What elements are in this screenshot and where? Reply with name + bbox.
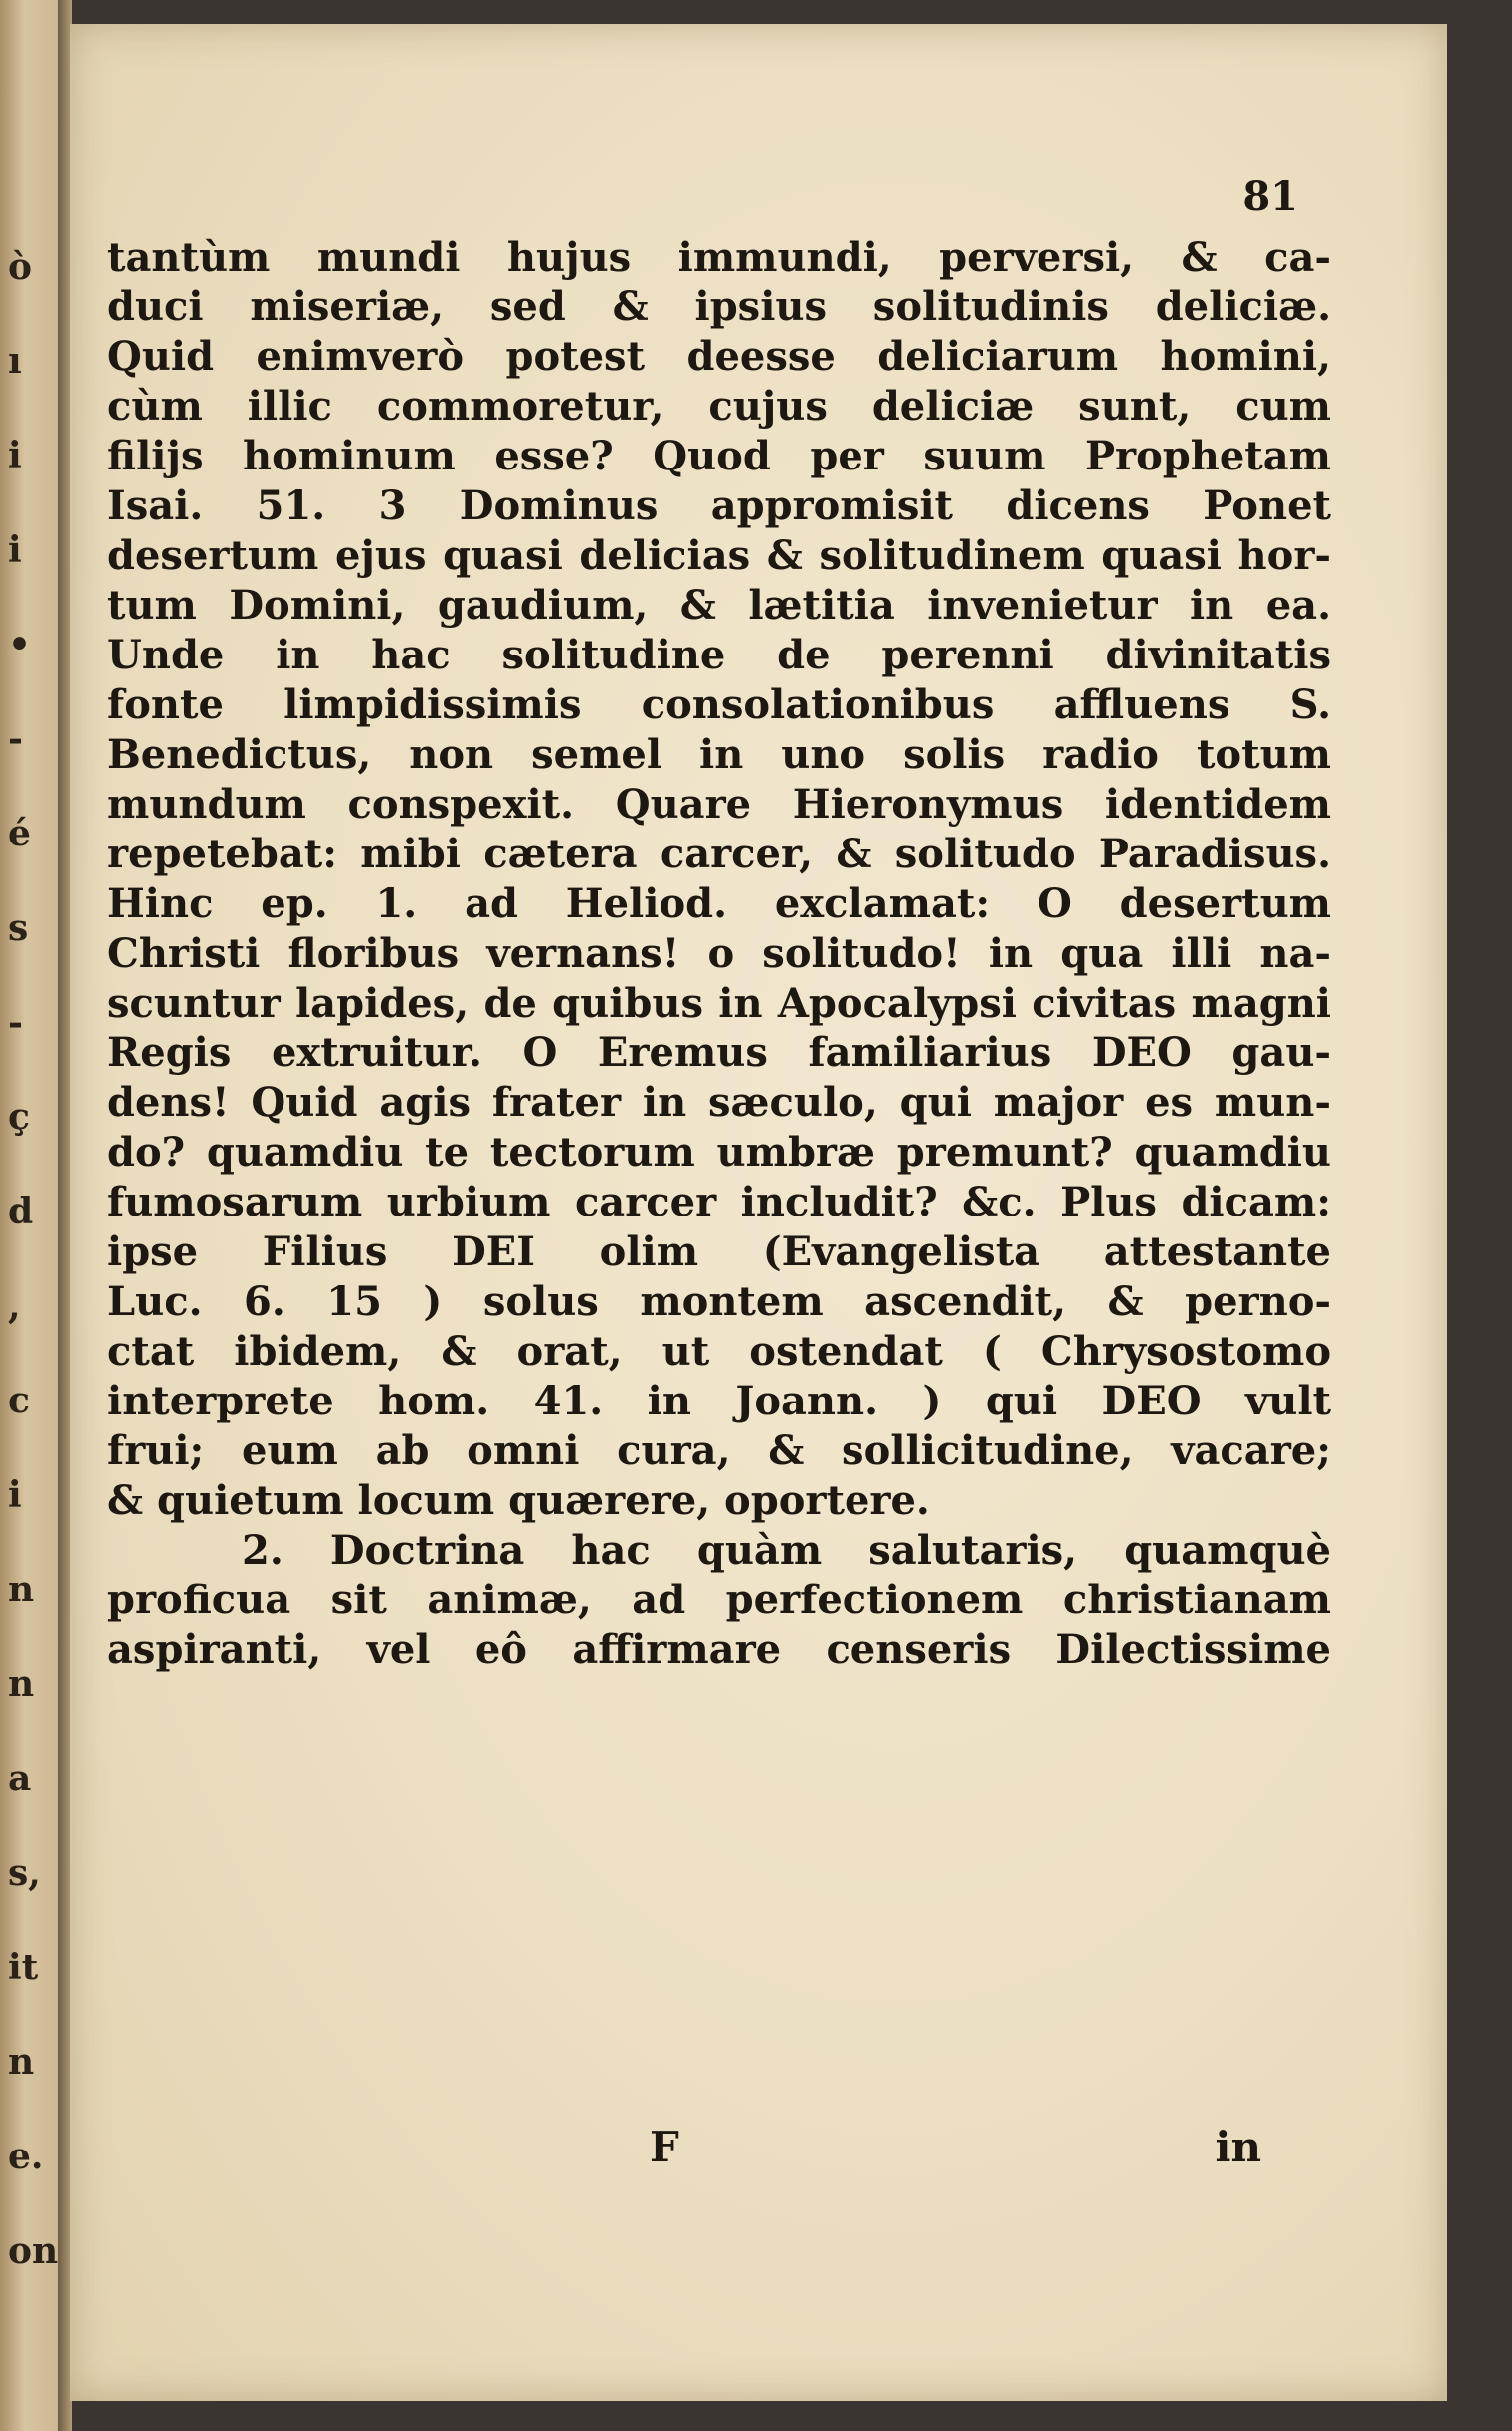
text-line: aspiranti, vel eô affirmare censeris Dilectissime: [107, 1626, 1331, 1673]
text-line: dens! Quid agis frater in sæculo, qui major es mun-: [107, 1079, 1331, 1126]
text-line: filijs hominum esse? Quod per suum Prophetam: [107, 433, 1331, 479]
facing-page-fragment: s: [8, 907, 29, 949]
text-line: interprete hom. 41. in Joann. ) qui DEO vult: [107, 1378, 1331, 1424]
text-line: Isai. 51. 3 Dominus appromisit dicens Ponet: [107, 482, 1331, 529]
text-line: fonte limpidissimis consolationibus affluens S.: [107, 681, 1331, 728]
facing-page-fragment: n: [8, 1663, 35, 1705]
text-line: do? quamdiu te tectorum umbræ premunt? quamdiu: [107, 1129, 1331, 1176]
text-line: duci miseriæ, sed & ipsius solitudinis deliciæ.: [107, 283, 1331, 330]
facing-page-fragment: c: [8, 1380, 30, 1421]
text-line: fumosarum urbium carcer includit? &c. Plus dicam:: [107, 1179, 1331, 1225]
book-page: [70, 24, 1447, 2401]
text-line: mundum conspexit. Quare Hieronymus identidem: [107, 781, 1331, 828]
facing-page-fragment: •: [8, 624, 32, 665]
text-line: Christi floribus vernans! o solitudo! in qua illi na-: [107, 930, 1331, 977]
text-line: Luc. 6. 15 ) solus montem ascendit, & perno-: [107, 1278, 1331, 1325]
facing-page-fragment: s,: [8, 1852, 41, 1894]
footer-catchline: [107, 2123, 1331, 2178]
facing-page-fragment: ç: [8, 1096, 30, 1138]
text-line: frui; eum ab omni cura, & sollicitudine, vacare;: [107, 1427, 1331, 1474]
text-line: repetebat: mibi cætera carcer, & solitudo Paradisus.: [107, 831, 1331, 877]
text-line: Hinc ep. 1. ad Heliod. exclamat: O desertum: [107, 880, 1331, 927]
facing-page-fragment: n: [8, 1569, 35, 1610]
facing-page-fragment: -: [8, 718, 23, 760]
facing-page-fragment: ò: [8, 246, 33, 287]
facing-page-fragment: it: [8, 1947, 39, 1988]
facing-page-fragment: n: [8, 2041, 35, 2083]
text-line: ipse Filius DEI olim (Evangelista attestante: [107, 1228, 1331, 1275]
text-line: Quid enimverò potest deesse deliciarum homini,: [107, 333, 1331, 380]
page-number: 81: [1242, 173, 1298, 220]
signature-mark: F: [650, 2123, 679, 2171]
facing-page-fragment: on: [8, 2230, 59, 2272]
paragraph-start-line: 2. Doctrina hac quàm salutaris, quamquè: [242, 1527, 1331, 1574]
facing-page-fragment: e.: [8, 2136, 44, 2177]
facing-page-fragments: [0, 0, 62, 2431]
text-line: ctat ibidem, & orat, ut ostendat ( Chrysostomo: [107, 1328, 1331, 1375]
text-line: Benedictus, non semel in uno solis radio totum: [107, 731, 1331, 778]
text-line: desertum ejus quasi delicias & solitudinem quasi hor-: [107, 532, 1331, 579]
facing-page-fragment: ı: [8, 340, 22, 382]
text-line: & quietum locum quærere, oportere.: [107, 1477, 930, 1524]
facing-page-fragment: ,: [8, 1285, 21, 1327]
facing-page-fragment: i: [8, 435, 22, 476]
text-line: cùm illic commoretur, cujus deliciæ sunt, cum: [107, 383, 1331, 430]
text-line: Regis extruitur. O Eremus familiarius DEO gau-: [107, 1029, 1331, 1076]
facing-page-fragment: -: [8, 1002, 23, 1043]
text-line: scuntur lapides, de quibus in Apocalypsi civitas magni: [107, 980, 1331, 1027]
text-line: proficua sit animæ, ad perfectionem christianam: [107, 1577, 1331, 1623]
catchword: in: [1215, 2123, 1261, 2171]
facing-page-fragment: a: [8, 1758, 32, 1799]
facing-page-fragment: d: [8, 1191, 34, 1232]
facing-page-fragment: é: [8, 813, 31, 854]
text-line: tum Domini, gaudium, & lætitia invenietur in ea.: [107, 582, 1331, 629]
facing-page-fragment: i: [8, 529, 22, 571]
text-line: Unde in hac solitudine de perenni divinitatis: [107, 632, 1331, 678]
text-line: tantùm mundi hujus immundi, perversi, & ca-: [107, 234, 1331, 280]
body-text: [107, 233, 1331, 1675]
facing-page-fragment: i: [8, 1474, 22, 1516]
